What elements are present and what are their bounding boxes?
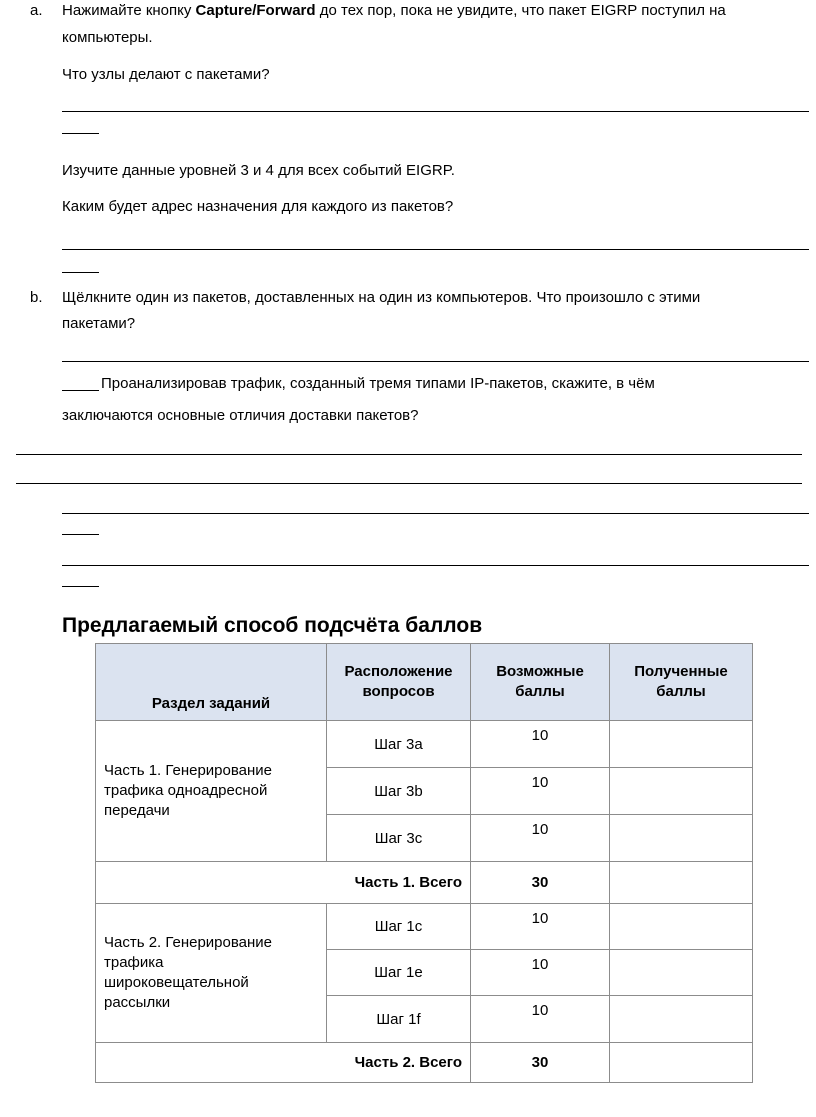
points-cell: 10 bbox=[471, 815, 610, 862]
item-a-marker: a. bbox=[30, 2, 43, 19]
answer-line bbox=[16, 454, 802, 455]
earned-cell bbox=[610, 1043, 753, 1083]
header-earned-label: Полученные баллы bbox=[634, 663, 728, 700]
part1-total-row bbox=[96, 862, 753, 904]
points-cell: 10 bbox=[471, 996, 610, 1043]
step-cell: Шаг 1e bbox=[327, 950, 471, 996]
answer-line bbox=[62, 513, 809, 514]
part1-section-name bbox=[96, 721, 327, 862]
item-a-question-1: Что узлы делают с пакетами? bbox=[62, 66, 270, 83]
part2-section-name bbox=[96, 904, 327, 1043]
earned-cell bbox=[610, 950, 753, 996]
earned-cell bbox=[610, 904, 753, 950]
answer-line bbox=[62, 249, 809, 250]
part2-total-value: 30 bbox=[471, 1043, 610, 1083]
answer-line-tail bbox=[62, 390, 99, 391]
header-location-label: Расположение вопросов bbox=[344, 663, 453, 700]
earned-cell bbox=[610, 996, 753, 1043]
points-cell: 10 bbox=[471, 721, 610, 768]
answer-line bbox=[62, 565, 809, 566]
item-a-text-pre: Нажимайте кнопку bbox=[62, 2, 196, 19]
item-a-text-post: до тех пор, пока не увидите, что пакет EIGRP поступил на bbox=[315, 2, 726, 19]
points-cell: 10 bbox=[471, 950, 610, 996]
step-cell: Шаг 1c bbox=[327, 904, 471, 950]
step-cell: Шаг 3c bbox=[327, 815, 471, 862]
step-cell: Шаг 3a bbox=[327, 721, 471, 768]
answer-line-tail bbox=[62, 133, 99, 134]
header-section: Раздел заданий bbox=[96, 644, 327, 721]
answer-line-tail bbox=[62, 534, 99, 535]
capture-forward-term: Capture/Forward bbox=[195, 2, 316, 19]
table-header-row bbox=[96, 644, 753, 721]
points-cell: 10 bbox=[471, 768, 610, 815]
item-b-instruction-line1: Щёлкните один из пакетов, доставленных на один из компьютеров. Что произошло с этими bbox=[62, 289, 701, 306]
answer-line-tail bbox=[62, 272, 99, 273]
answer-line bbox=[16, 483, 802, 484]
part2-section-label: Часть 2. Генерирование трафика широковещательной рассылки bbox=[104, 934, 273, 1011]
item-b-question-line2: заключаются основные отличия доставки пакетов? bbox=[62, 407, 419, 424]
part2-total-row bbox=[96, 1043, 753, 1083]
answer-line bbox=[62, 111, 809, 112]
item-a-question-2: Изучите данные уровней 3 и 4 для всех событий EIGRP. bbox=[62, 162, 455, 179]
table-row bbox=[96, 904, 753, 950]
item-a-instruction-line2: компьютеры. bbox=[62, 29, 153, 46]
part1-section-label: Часть 1. Генерирование трафика одноадресной передачи bbox=[104, 762, 273, 819]
earned-cell bbox=[610, 862, 753, 904]
item-b-instruction-line2: пакетами? bbox=[62, 315, 136, 332]
header-location bbox=[327, 644, 471, 721]
item-a-question-3: Каким будет адрес назначения для каждого из пакетов? bbox=[62, 198, 454, 215]
header-possible-label: Возможные баллы bbox=[496, 663, 584, 700]
section-title: Предлагаемый способ подсчёта баллов bbox=[62, 614, 483, 637]
step-cell: Шаг 1f bbox=[327, 996, 471, 1043]
part1-total-label: Часть 1. Всего bbox=[96, 862, 471, 904]
points-cell: 10 bbox=[471, 904, 610, 950]
header-possible bbox=[471, 644, 610, 721]
item-b-question-line1: Проанализировав трафик, созданный тремя типами IP-пакетов, скажите, в чём bbox=[101, 375, 655, 392]
table-row bbox=[96, 721, 753, 768]
scoring-table bbox=[95, 643, 753, 1083]
header-earned bbox=[610, 644, 753, 721]
item-b-marker: b. bbox=[30, 289, 43, 306]
earned-cell bbox=[610, 721, 753, 768]
earned-cell bbox=[610, 768, 753, 815]
item-a-instruction-line1 bbox=[62, 2, 726, 19]
answer-line bbox=[62, 361, 809, 362]
earned-cell bbox=[610, 815, 753, 862]
part1-total-value: 30 bbox=[471, 862, 610, 904]
answer-line-tail bbox=[62, 586, 99, 587]
part2-total-label: Часть 2. Всего bbox=[96, 1043, 471, 1083]
step-cell: Шаг 3b bbox=[327, 768, 471, 815]
